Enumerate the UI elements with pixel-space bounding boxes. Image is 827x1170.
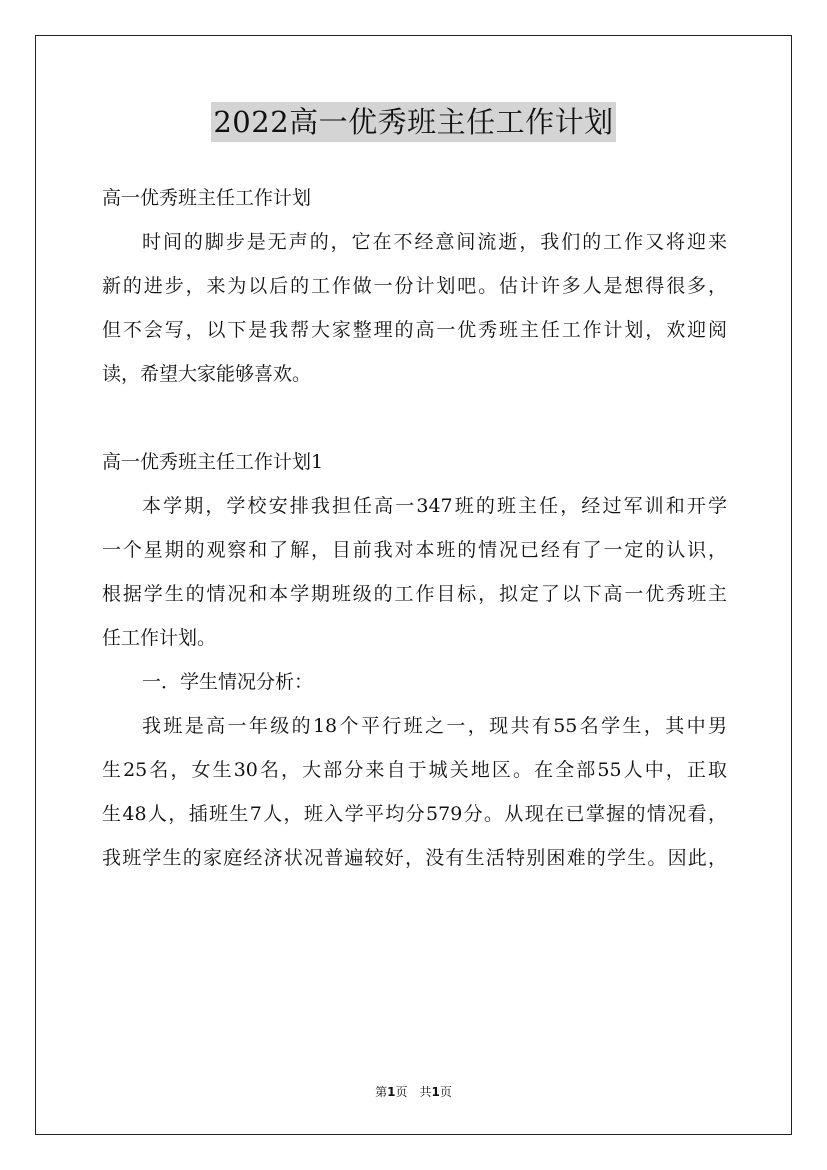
subsection-heading: 一．学生情况分析： (142, 671, 314, 693)
paragraph-line: 生25名，女生30名，大部分来自于城关地区。在全部55人中，正取 (102, 759, 727, 781)
document-title: 2022高一优秀班主任工作计划 (211, 102, 615, 142)
paragraph-line: 我班学生的家庭经济状况普遍较好，没有生活特别困难的学生。因此， (102, 847, 727, 869)
document-body (102, 176, 727, 880)
title-container (0, 102, 827, 142)
footer-page-suffix: 页 (439, 1085, 452, 1099)
paragraph-line: 本学期，学校安排我担任高一347班的班主任，经过军训和开学 (142, 495, 727, 517)
footer-page-prefix: 第 (375, 1085, 388, 1099)
paragraph-line: 新的进步，来为以后的工作做一份计划吧。估计许多人是想得很多， (102, 275, 727, 297)
paragraph-line: 生48人，插班生7人，班入学平均分579分。从现在已掌握的情况看， (102, 803, 727, 825)
blank-line (102, 396, 727, 440)
page-footer (0, 1083, 827, 1100)
section-heading: 高一优秀班主任工作计划 (102, 187, 312, 209)
section-heading: 高一优秀班主任工作计划1 (102, 451, 324, 473)
paragraph-line: 根据学生的情况和本学期班级的工作目标，拟定了以下高一优秀班主 (102, 583, 727, 605)
paragraph-line: 我班是高一年级的18个平行班之一，现共有55名学生，其中男 (142, 715, 727, 737)
paragraph-line: 读，希望大家能够喜欢。 (102, 363, 312, 385)
footer-total-pages: 1 (431, 1085, 440, 1099)
paragraph-line: 但不会写，以下是我帮大家整理的高一优秀班主任工作计划，欢迎阅 (102, 319, 727, 341)
paragraph-line: 任工作计划。 (102, 627, 217, 649)
footer-page-number: 1 (387, 1085, 396, 1099)
footer-page-mid: 页 共 (395, 1085, 432, 1099)
paragraph-line: 时间的脚步是无声的，它在不经意间流逝，我们的工作又将迎来 (142, 231, 727, 253)
paragraph-line: 一个星期的观察和了解，目前我对本班的情况已经有了一定的认识， (102, 539, 727, 561)
